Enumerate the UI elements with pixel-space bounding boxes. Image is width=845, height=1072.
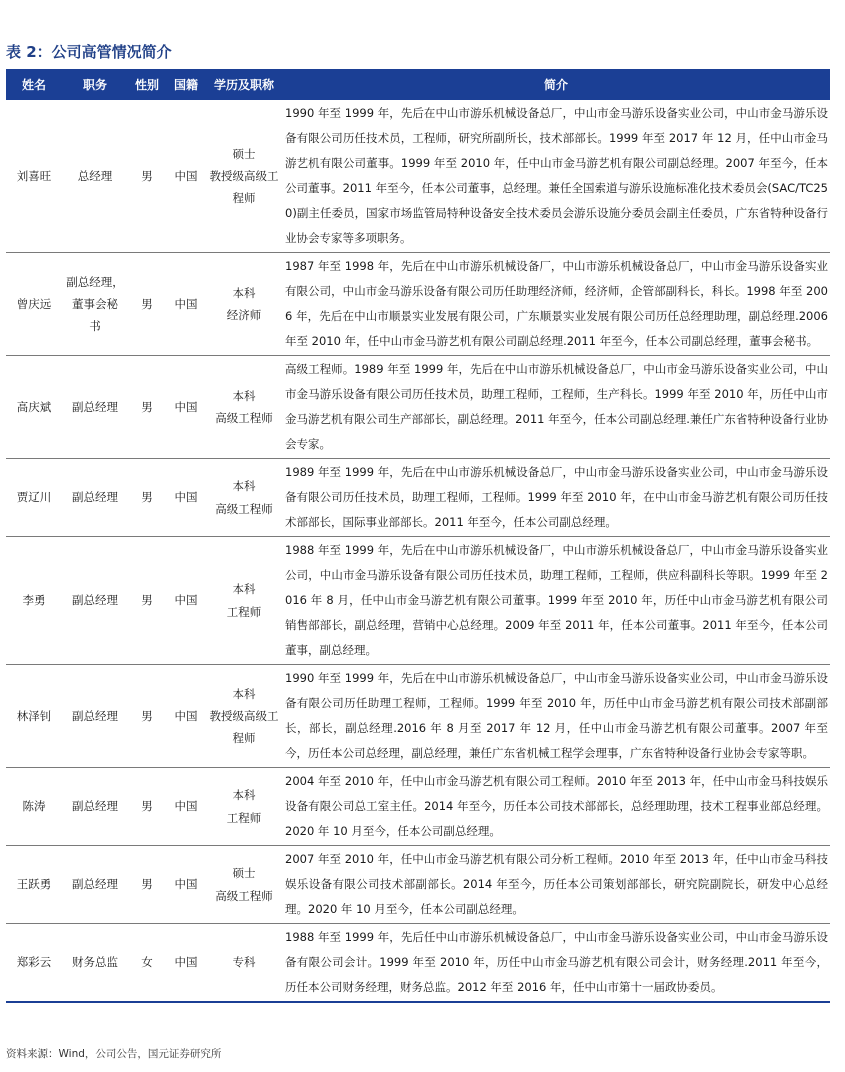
cell-gender: 男	[128, 356, 166, 459]
cell-education-line: 经济师	[226, 308, 262, 322]
cell-position	[62, 100, 128, 253]
cell-position-line: 副总经理	[72, 399, 118, 414]
cell-intro: 2007 年至 2010 年，任中山市金马游艺机有限公司分析工程师。2010 年至 2013 年，任中山市金马科技娱乐设备有限公司技术部副部长。2014 年至今，历任本公司策划部部长，研究院副院长，研发中心总经理。2020 年 10 月至今，任本公司副总经理。	[282, 846, 830, 924]
cell-education	[206, 665, 282, 768]
cell-education-line: 程师	[232, 731, 256, 746]
cell-education-line: 高级工程师	[215, 888, 273, 903]
cell-intro: 1988 年至 1999 年，先后任中山市游乐机械设备总厂，中山市金马游乐设备实业公司，中山市金马游乐设备有限公司会计。1999 年至 2010 年，历任中山市金马游艺机有限公司会计，财务经理.2011 年至今，历任本公司财务经理，财务总监。2012 年至 2016 年，任中山市第十一届政协委员。	[282, 924, 830, 1003]
cell-education-line: 本科	[232, 285, 256, 300]
cell-name: 陈涛	[6, 768, 62, 846]
cell-education-line: 工程师	[226, 810, 262, 825]
cell-education-line: 教授级高级工	[209, 708, 279, 723]
cell-education-line: 本科	[232, 388, 256, 403]
table-row	[6, 459, 830, 537]
cell-gender: 男	[128, 846, 166, 924]
table-row	[6, 665, 830, 768]
cell-nationality: 中国	[166, 768, 206, 846]
table-header	[6, 69, 830, 100]
cell-education	[206, 537, 282, 665]
cell-education	[206, 846, 282, 924]
cell-education-line: 本科	[232, 479, 256, 494]
cell-nationality: 中国	[166, 665, 206, 768]
cell-gender: 男	[128, 459, 166, 537]
cell-education-line: 专科	[232, 955, 256, 970]
cell-education	[206, 100, 282, 253]
table-row	[6, 537, 830, 665]
table-row	[6, 846, 830, 924]
cell-name: 林泽钊	[6, 665, 62, 768]
cell-gender: 男	[128, 100, 166, 253]
cell-position-line: 书	[89, 319, 101, 334]
cell-position-line: 副总经理	[72, 877, 118, 892]
cell-education-line: 本科	[232, 686, 256, 701]
cell-education-line: 本科	[232, 582, 256, 597]
table-row	[6, 356, 830, 459]
cell-nationality: 中国	[166, 459, 206, 537]
cell-name: 高庆斌	[6, 356, 62, 459]
cell-position	[62, 537, 128, 665]
cell-name: 郑彩云	[6, 924, 62, 1003]
cell-nationality: 中国	[166, 100, 206, 253]
cell-gender: 男	[128, 768, 166, 846]
cell-position	[62, 459, 128, 537]
cell-nationality: 中国	[166, 537, 206, 665]
cell-gender: 男	[128, 253, 166, 356]
cell-name: 李勇	[6, 537, 62, 665]
executive-table	[6, 69, 830, 1003]
cell-education-line: 硕士	[232, 146, 256, 161]
table-body	[6, 100, 830, 1002]
cell-name: 刘喜旺	[6, 100, 62, 253]
cell-position-line: 财务总监	[72, 955, 118, 970]
cell-education-line: 教授级高级工	[209, 168, 279, 183]
header-position: 职务	[82, 78, 107, 92]
cell-education-line: 本科	[232, 788, 256, 803]
cell-education	[206, 459, 282, 537]
cell-intro: 1988 年至 1999 年，先后在中山市游乐机械设备厂，中山市游乐机械设备总厂，中山市金马游乐设备实业公司，中山市金马游乐设备有限公司历任技术员，助理工程师，工程师，供应科副科长等职。1999 年至 2016 年 8 月，任中山市金马游艺机有限公司董事。1999 年至 2010 年，历任中山市金马游艺机有限公司销售部部长，副总经理，营销中心总经理。2009 年至 2011 年，任本公司董事。2011 年至今，任本公司董事，副总经理。	[282, 537, 830, 665]
cell-education	[206, 924, 282, 1003]
header-education: 学历及职称	[213, 78, 274, 92]
cell-position-line: 副总经理	[72, 799, 118, 814]
cell-education-line: 工程师	[226, 604, 262, 619]
cell-nationality: 中国	[166, 924, 206, 1003]
header-nationality: 国籍	[173, 78, 198, 92]
cell-gender: 女	[128, 924, 166, 1003]
cell-position-line: 副总经理	[72, 490, 118, 505]
table-row	[6, 100, 830, 253]
cell-nationality: 中国	[166, 846, 206, 924]
cell-position-line: 副总经理	[72, 708, 118, 723]
cell-position	[62, 253, 128, 356]
header-intro: 简介	[543, 78, 568, 92]
cell-intro: 1990 年至 1999 年，先后在中山市游乐机械设备总厂，中山市金马游乐设备实业公司，中山市金马游乐设备有限公司历任助理工程师，工程师。1999 年至 2010 年，历任中山市金马游艺机有限公司技术部副部长，部长，副总经理.2016 年 8 月至 2017 年 12 月，任中山市金马游艺机有限公司董事。2007 年至今，历任本公司总经理，副总经理，兼任广东省机械工程学会理事，广东省特种设备行业协会专家等职。	[282, 665, 830, 768]
cell-intro: 1990 年至 1999 年，先后在中山市游乐机械设备总厂，中山市金马游乐设备实业公司，中山市金马游乐设备有限公司历任技术员，工程师，研究所副所长，技术部部长。1999 年至 2017 年 12 月，任中山市金马游艺机有限公司董事。1999 年至 2010 年，任中山市金马游艺机有限公司副总经理。2007 年至今，任本公司董事。2011 年至今，任本公司董事，总经理。兼任全国索道与游乐设施标准化技术委员会(SAC/TC250)副主任委员，国家市场监管局特种设备安全技术委员会游乐设施分委员会副主任委员，广东省特种设备行业协会专家等多项职务。	[282, 100, 830, 253]
cell-gender: 男	[128, 537, 166, 665]
cell-position-line: 副总经理，	[66, 274, 124, 289]
cell-name: 贾辽川	[6, 459, 62, 537]
cell-intro: 1989 年至 1999 年，先后在中山市游乐机械设备总厂，中山市金马游乐设备实业公司，中山市金马游乐设备有限公司历任技术员，助理工程师，工程师。1999 年至 2010 年，在中山市金马游艺机有限公司历任技术部部长，国际事业部部长。2011 年至今，任本公司副总经理。	[282, 459, 830, 537]
cell-position	[62, 665, 128, 768]
cell-intro: 2004 年至 2010 年，任中山市金马游艺机有限公司工程师。2010 年至 2013 年，任中山市金马科技娱乐设备有限公司总工室主任。2014 年至今，历任本公司技术部部长，总经理助理，技术工程事业部总经理。2020 年 10 月至今，任本公司副总经理。	[282, 768, 830, 846]
cell-position	[62, 768, 128, 846]
cell-education-line: 高级工程师	[215, 411, 273, 425]
cell-name: 曾庆远	[6, 253, 62, 356]
cell-position-line: 副总经理	[72, 593, 118, 608]
cell-education	[206, 356, 282, 459]
table-row	[6, 768, 830, 846]
cell-nationality: 中国	[166, 253, 206, 356]
cell-name: 王跃勇	[6, 846, 62, 924]
cell-education	[206, 768, 282, 846]
cell-nationality: 中国	[166, 356, 206, 459]
cell-education-line: 高级工程师	[215, 501, 273, 516]
cell-position-line: 总经理	[77, 168, 113, 183]
cell-intro: 高级工程师。1989 年至 1999 年，先后在中山市游乐机械设备总厂，中山市金马游乐设备实业公司，中山市金马游乐设备有限公司历任技术员，助理工程师，工程师，生产科长。1999 年至 2010 年，历任中山市金马游艺机有限公司生产部部长，副总经理。2011 年至今，任本公司副总经理.兼任广东省特种设备行业协会专家。	[282, 356, 830, 459]
cell-position	[62, 924, 128, 1003]
cell-gender: 男	[128, 665, 166, 768]
cell-intro: 1987 年至 1998 年，先后在中山市游乐机械设备厂，中山市游乐机械设备总厂，中山市金马游乐设备实业有限公司，中山市金马游乐设备有限公司历任助理经济师，经济师，企管部副科长，科长。1998 年至 2006 年，先后在中山市顺景实业发展有限公司，广东顺景实业发展有限公司历任总经理助理，副总经理.2006 年至 2010 年，任中山市金马游艺机有限公司副总经理.2011 年至今，任本公司副总经理，董事会秘书。	[282, 253, 830, 356]
table-row	[6, 924, 830, 1003]
header-row	[6, 69, 830, 100]
header-gender: 性别	[134, 78, 159, 92]
table-title: 表 2：公司高管情况简介	[6, 43, 172, 61]
cell-education-line: 硕士	[232, 866, 256, 881]
table-row	[6, 253, 830, 356]
cell-position-line: 董事会秘	[72, 296, 118, 311]
cell-position	[62, 356, 128, 459]
cell-education	[206, 253, 282, 356]
cell-education-line: 程师	[232, 191, 256, 206]
header-name: 姓名	[21, 78, 46, 92]
cell-position	[62, 846, 128, 924]
source-note: 资料来源：Wind，公司公告，国元证券研究所	[6, 1048, 222, 1060]
